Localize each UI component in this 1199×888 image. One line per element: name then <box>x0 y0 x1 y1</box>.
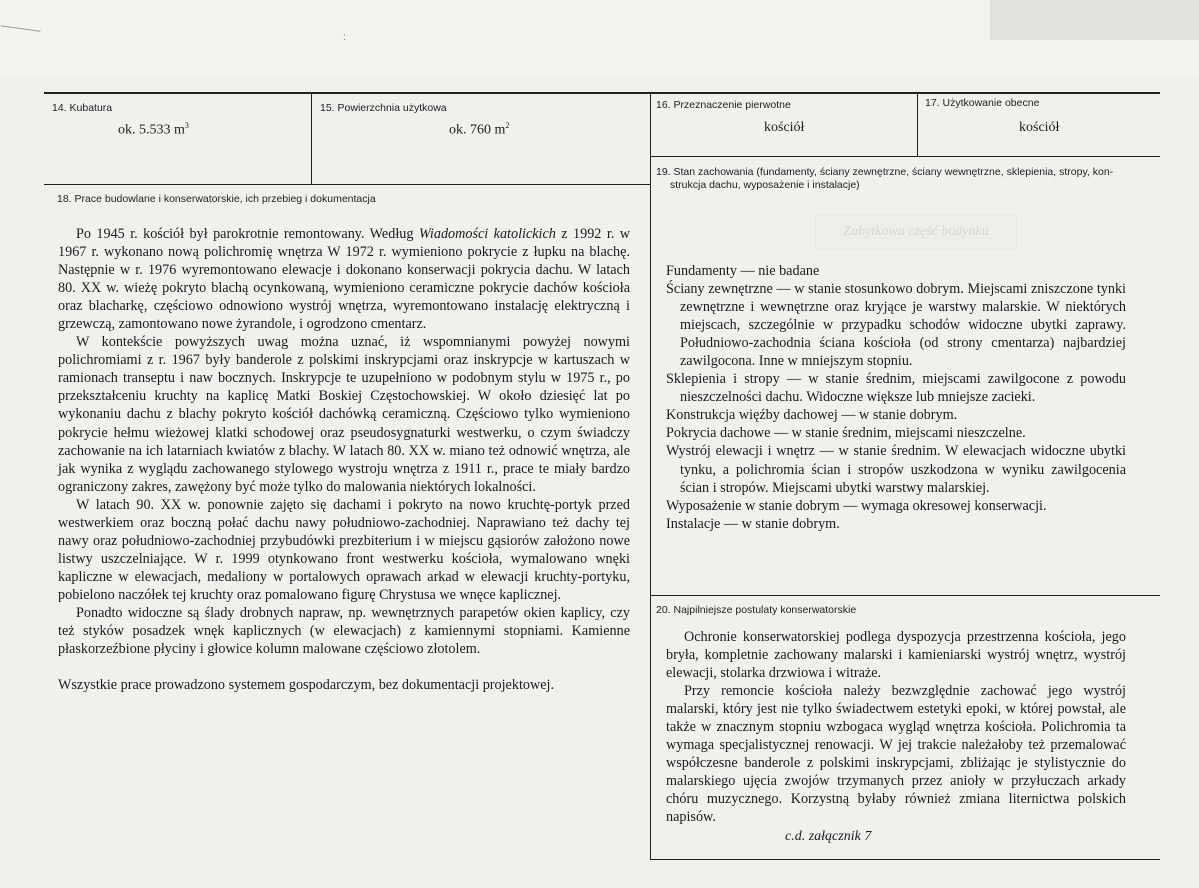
paragraph-18-4: Ponadto widoczne są ślady drobnych napraw, np. wewnętrznych parapetów okien kaplicy, czy też styków posadzek wnęk kaplicznych (w elewacjach) z kamiennymi stopniami. Kamienne płaskorzeźbione płyciny i głowice kolumn malowane częściowo złotolem. <box>58 604 630 658</box>
label-20-postulaty: 20. Najpilniejsze postulaty konserwatorskie <box>656 604 857 616</box>
scan-edge <box>990 0 1199 40</box>
label-19-line-1: 19. Stan zachowania (fundamenty, ściany zewnętrzne, ściany wewnętrzne, sklepienia, stropy, kon- <box>656 166 1114 178</box>
condition-item: Ściany zewnętrzne — w stanie stosunkowo dobrym. Miejscami zniszczone tynki zewnętrzne i wewnętrzne oraz kryjące je warstwy malarskie. W niektórych miejscach, szczególnie w przypadku schodów widoczne ubytki zaprawy. Południowo-zachodnia ściana kościoła (od strony cmentarza) najbardziej zawilgocona. Inne w mniejszym stopniu. <box>666 281 1126 370</box>
divider-16-17 <box>917 92 918 156</box>
condition-item: Instalacje — w stanie dobrym. <box>666 515 840 532</box>
label-19-line-2: strukcja dachu, wyposażenie i instalacje) <box>670 179 860 191</box>
condition-item: Wyposażenie w stanie dobrym — wymaga okresowej konserwacji. <box>666 497 1047 514</box>
condition-item: Sklepienia i stropy — w stanie średnim, miejscami zawilgocone z powodu nieszczelności dachu. Widoczne większe lub mniejsze zacieki. <box>666 371 1126 406</box>
divider-14-15 <box>311 92 312 184</box>
section-19-list <box>666 262 1126 533</box>
paragraph-20-2: Przy remoncie kościoła należy bezwzględnie zachować jego wystrój malarski, który jest nie tylko świadectwem estetyki epoki, w której powstał, ale także w znacznym stopniu wzbogaca wygląd wnętrza kościoła. Polichromia ta wymaga specjalistycznej renowacji. W jej trakcie należałoby też przemalować współczesne banderole z polskimi inskrypcjami, zbliżając je stylistycznie do malarskiego ujęcia zwojów trzymanych przez anioły w przyłuczach arkady chóru muzycznego. Korzystną byłaby również zmiana liternictwa polskich napisów. <box>666 683 1126 826</box>
section-20-text <box>666 628 1126 827</box>
stamp-zabytkowa: Zabytkowa część budynku <box>815 214 1017 250</box>
value-uzytkowanie: kościół <box>1019 120 1060 135</box>
condition-item: Pokrycia dachowe — w stanie średnim, miejscami nieszczelne. <box>666 425 1026 442</box>
label-16-przeznaczenie: 16. Przeznaczenie pierwotne <box>656 99 791 111</box>
section-18-text <box>58 225 630 694</box>
divider-20-top <box>650 595 1160 596</box>
divider-center <box>650 92 651 859</box>
divider-18-top <box>44 184 650 185</box>
divider-bottom <box>650 859 1160 860</box>
label-15-powierzchnia: 15. Powierzchnia użytkowa <box>320 102 447 114</box>
paragraph-18-5: Wszystkie prace prowadzono systemem gospodarczym, bez dokumentacji projektowej. <box>58 677 555 694</box>
value-przeznaczenie: kościół <box>764 120 805 135</box>
paragraph-18-1: Po 1945 r. kościół był parokrotnie remontowany. Według Wiadomości katolickich z 1992 r. w 1967 r. wykonano nową polichromię wnętrza W 1972 r. wymieniono pokrycie z łupku na blachę. Następnie w r. 1976 wyremontowano elewacje i dokonano konserwacji pokrycia dachu. W latach 80. XX w. wieżę pokryto blachą ocynkowaną, wymieniono ceramiczne pokrycie dachów kościoła oraz blacharkę, częściowo odnowiono wystrój wnętrza, wyremontowano instalację elektryczną i grzewczą, zamontowano nowe żyrandole, i ogrodzono cmentarz. <box>58 226 630 333</box>
label-14-kubatura: 14. Kubatura <box>52 102 113 114</box>
condition-item: Fundamenty — nie badane <box>666 263 820 279</box>
label-17-uzytkowanie: 17. Użytkowanie obecne <box>925 97 1040 109</box>
dot-mark: : <box>343 32 346 43</box>
condition-item: Konstrukcja więźby dachowej — w stanie dobrym. <box>666 407 958 424</box>
value-powierzchnia: ok. 760 $m^2$ <box>449 121 510 138</box>
continuation-note: c.d. załącznik 7 <box>785 829 872 844</box>
paragraph-18-2: W kontekście powyższych uwag można uznać, iż wspomnianymi powyżej nowymi polichromiami z r. 1967 były banderole z polskimi inskrypcjami oraz inskrypcje w kartuszach w ramionach transeptu i naw bocznych. Inskrypcje te uzupełniono w podobnym stylu w 1975 r., po przekształceniu kruchty na kaplicę Matki Boskiej Częstochowskiej. W około dziesięć lat po wykonaniu dachu z blachy pokryto kościół dachówką ceramiczną. Częściowo tylko wymieniono pokrycie hełmu wieżowej klatki schodowej oraz pseudosygnaturki westwerku, o czym świadczy zachowanie na ich latarniach kwiatów z blachy. W latach 80. XX w. miano też odnowić wnętrza, ale jak wynika z wyglądu zachowanego stylowego wystroju wnętrza z 1911 r., prace te miały bardzo ograniczony zakres, zawężony być może tylko do malowania niektórych lokalności. <box>58 334 630 495</box>
paragraph-20-1: Ochronie konserwatorskiej podlega dyspozycja przestrzenna kościoła, jego bryła, kompletnie zachowany malarski i kamieniarski wystrój wnętrz, wystrój elewacji, stolarka drzwiowa i witraże. <box>666 629 1126 682</box>
label-18-prace: 18. Prace budowlane i konserwatorskie, ich przebieg i dokumentacja <box>57 193 376 205</box>
condition-item: Wystrój elewacji i wnętrz — w stanie średnim. W elewacjach widoczne ubytki tynku, a polichromia ścian i stropów uszkodzona w wyniku zawilgocenia ścian i stropów. Miejscami ubytki warstwy malarskiej. <box>666 443 1126 496</box>
paragraph-18-3: W latach 90. XX w. ponownie zajęto się dachami i pokryto na nowo kruchtę-portyk przed westwerkiem oraz boczną połać dachu nawy południowo-zachodniej. Naprawiano też dachy tej nawy oraz południowo-zachodniej przybudówki prezbiterium i w miejscu gąsiorów założono nowe listwy uszczelniające. W r. 1999 otynkowano front westwerku kościoła, wymalowano wnęki kapliczne w elewacjach, medaliony w portalowych oprawach arkad w elewacji kruchty-portyku, pobielono naczółek tej kruchty oraz pomalowano figurę Chrystusa we wnęce kaplicznej. <box>58 496 630 603</box>
divider-19-top <box>650 156 1160 157</box>
label-19-stan-zachowania <box>656 166 1156 192</box>
value-kubatura: ok. 5.533 $m^3$ <box>118 121 189 138</box>
